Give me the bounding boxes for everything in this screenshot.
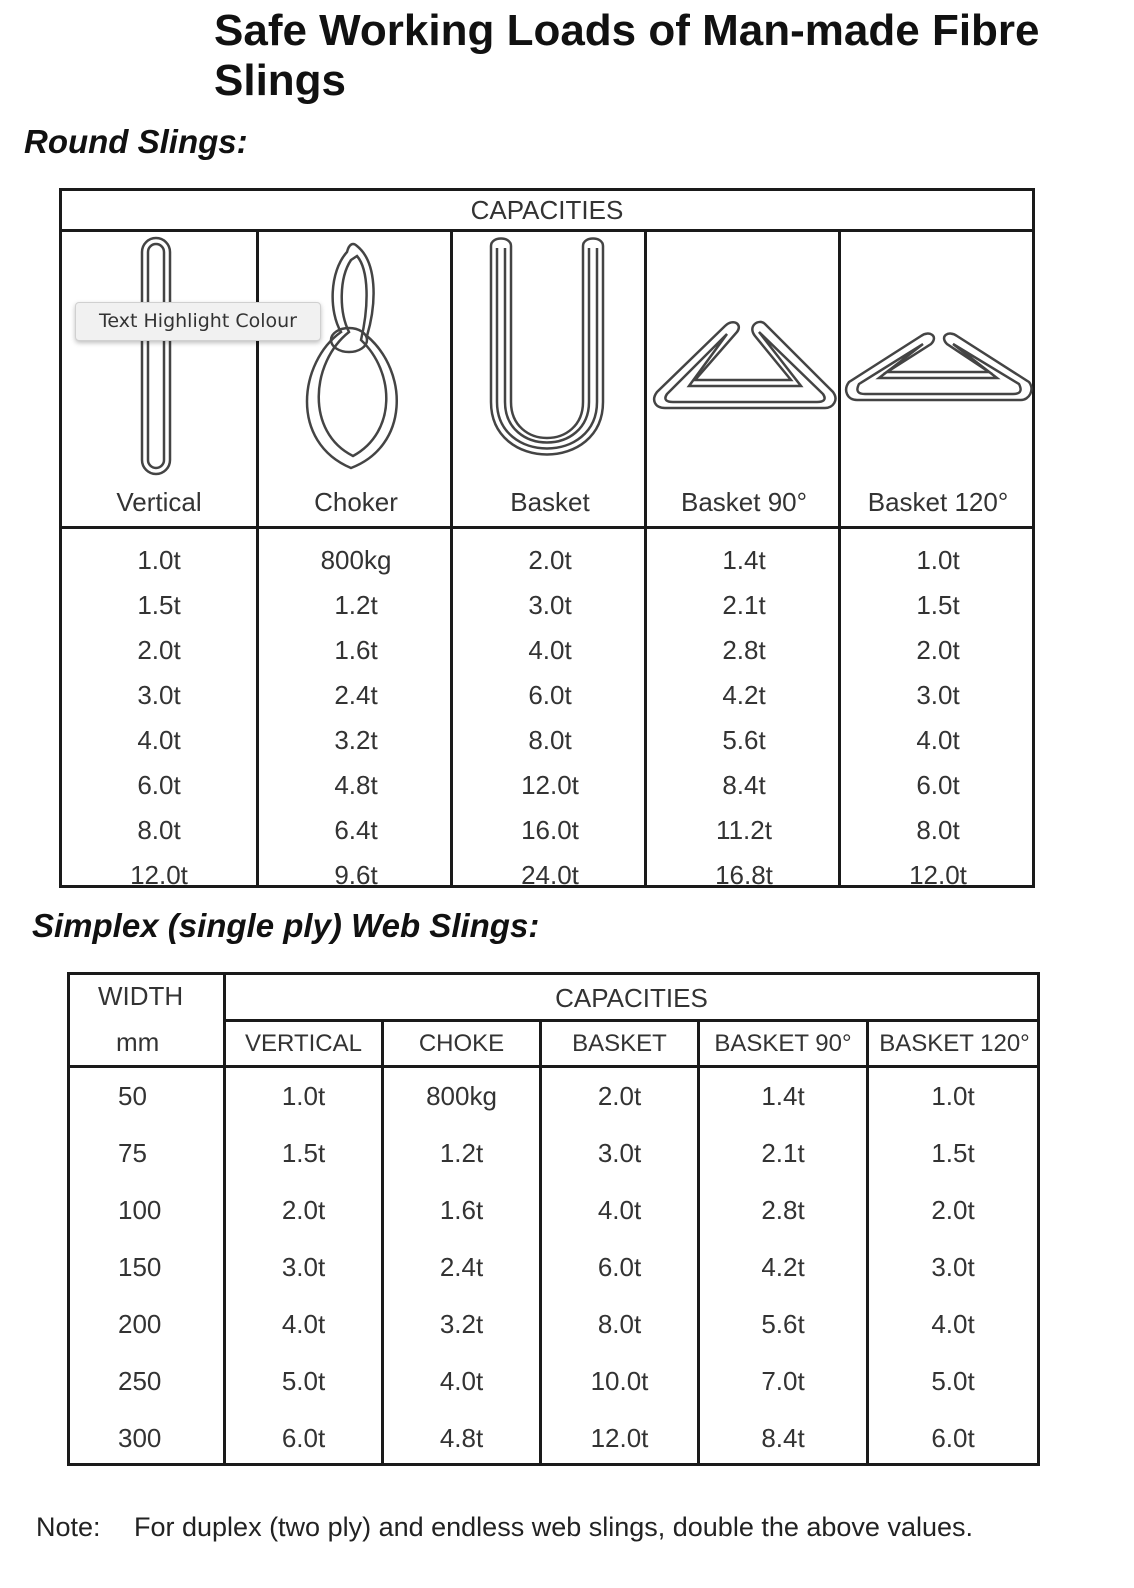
table-cell: 4.0t [281,1309,326,1339]
table-cell: 12.0t [521,770,579,800]
table-cell: 4.8t [334,770,378,800]
table-cell: 2.0t [528,545,572,575]
table-cell: 2.0t [931,1195,975,1225]
choker-picture-cell [259,232,453,529]
table-cell: 8.4t [722,770,766,800]
table-cell: 1.5t [137,590,181,620]
table-cell: 5.0t [931,1366,975,1396]
table-cell: 12.0t [590,1423,649,1453]
table-cell: 8.0t [528,725,572,755]
table-cell: 10.0t [590,1366,649,1396]
table-cell: 16.0t [521,815,579,845]
vertical-picture-cell [62,232,256,529]
table-cell: 1.4t [722,545,766,575]
table-cell: 4.8t [439,1423,484,1453]
table-cell: 1.0t [916,545,960,575]
table-cell: 1.5t [916,590,960,620]
header-vertical: VERTICAL [226,1022,381,1068]
header-basket-90: BASKET 90° [697,1022,866,1068]
width-cell: 50 [118,1081,147,1111]
basket-120-picture-cell [841,232,1035,529]
note-label: Note: [36,1512,101,1542]
table-cell: 1.2t [439,1138,484,1168]
table-cell: 4.2t [722,680,766,710]
header-basket: BASKET [539,1022,697,1068]
simplex-table-body [70,1068,1037,1463]
width-cell: 250 [118,1366,162,1396]
table-cell: 2.0t [281,1195,326,1225]
table-cell: 4.0t [137,725,181,755]
table-cell: 1.0t [137,545,181,575]
footnote [36,1512,973,1543]
table-cell: 3.2t [439,1309,484,1339]
table-cell: 800kg [320,545,392,575]
table-cell: 5.0t [281,1366,326,1396]
table-cell: 2.0t [137,635,181,665]
table-cell: 8.0t [137,815,181,845]
table-row [70,1068,1037,1125]
table-cell: 4.2t [761,1252,805,1282]
basket-90-picture-cell [647,232,841,529]
table-cell: 2.8t [761,1195,805,1225]
table-cell: 3.0t [281,1252,326,1282]
table-cell: 4.0t [597,1195,642,1225]
table-cell: 2.4t [334,680,378,710]
table-cell: 6.0t [931,1423,975,1453]
table-row [70,1125,1037,1182]
basket-sling-icon [453,232,647,526]
table-cell: 5.6t [722,725,766,755]
table-row [70,1410,1037,1467]
capacities-header: CAPACITIES [226,975,1037,1022]
table-cell: 2.1t [722,590,766,620]
table-cell: 8.0t [597,1309,642,1339]
basket-picture-cell [453,232,647,529]
capacities-header: CAPACITIES [62,191,1032,232]
table-cell: 1.5t [931,1138,975,1168]
table-cell: 8.0t [916,815,960,845]
table-cell: 3.0t [931,1252,975,1282]
table-cell: 6.0t [528,680,572,710]
table-row [70,1182,1037,1239]
basket-label: Basket [510,487,590,517]
width-unit: mm [116,1027,160,1057]
width-cell: 100 [118,1195,162,1225]
round-slings-table [59,188,1035,888]
width-cell: 300 [118,1423,162,1453]
table-cell: 2.0t [916,635,960,665]
text-highlight-colour-tooltip: Text Highlight Colour [75,302,321,341]
table-cell: 4.0t [528,635,572,665]
table-cell: 24.0t [521,860,579,890]
choker-label: Choker [314,487,398,517]
table-cell: 2.4t [439,1252,484,1282]
table-cell: 12.0t [909,860,967,890]
table-cell: 6.0t [597,1252,642,1282]
table-cell: 6.0t [137,770,181,800]
table-row [70,1353,1037,1410]
table-cell: 2.8t [722,635,766,665]
table-cell: 3.0t [916,680,960,710]
table-cell: 800kg [426,1081,497,1111]
basket-90-label: Basket 90° [680,487,808,517]
page-title: Safe Working Loads of Man-made Fibre Slings [214,6,1040,105]
width-header [70,975,226,1068]
table-cell: 1.2t [334,590,378,620]
width-cell: 75 [118,1138,147,1168]
basket-120-sling-icon [841,232,1035,526]
table-cell: 1.6t [334,635,378,665]
round-column-basket [450,232,647,890]
vertical-sling-icon [62,232,256,526]
table-cell: 2.1t [761,1138,805,1168]
simplex-slings-heading: Simplex (single ply) Web Slings: [32,907,540,944]
table-cell: 6.0t [281,1423,326,1453]
table-cell: 11.2t [716,815,772,845]
header-choke: CHOKE [381,1022,539,1068]
table-cell: 1.0t [931,1081,975,1111]
table-cell: 3.0t [137,680,181,710]
note-text: For duplex (two ply) and endless web slings, double the above values. [134,1512,973,1542]
round-slings-heading: Round Slings: [24,123,248,160]
basket-90-sling-icon [647,232,841,526]
table-row [70,1239,1037,1296]
table-cell: 4.0t [931,1309,975,1339]
table-cell: 3.2t [334,725,378,755]
round-column-basket-120 [838,232,1035,890]
table-cell: 8.4t [761,1423,805,1453]
header-basket-120: BASKET 120° [866,1022,1040,1068]
basket-120-label: Basket 120° [867,487,1009,517]
choker-sling-icon [259,232,453,526]
table-cell: 12.0t [130,860,188,890]
table-cell: 7.0t [761,1366,805,1396]
width-cell: 150 [118,1252,162,1282]
table-cell: 1.5t [281,1138,326,1168]
table-cell: 4.0t [916,725,960,755]
width-label: WIDTH [98,981,184,1011]
vertical-label: Vertical [116,487,202,517]
round-column-basket-90 [644,232,841,890]
table-cell: 1.0t [281,1081,326,1111]
table-row [70,1296,1037,1353]
width-cell: 200 [118,1309,162,1339]
table-cell: 3.0t [597,1138,642,1168]
table-cell: 1.6t [439,1195,484,1225]
table-cell: 9.6t [334,860,378,890]
table-cell: 1.4t [761,1081,805,1111]
table-cell: 16.8t [715,860,773,890]
table-cell: 3.0t [528,590,572,620]
simplex-slings-table [67,972,1040,1466]
table-cell: 6.0t [916,770,960,800]
table-cell: 2.0t [597,1081,642,1111]
table-cell: 6.4t [334,815,378,845]
table-cell: 4.0t [439,1366,484,1396]
table-cell: 5.6t [761,1309,805,1339]
